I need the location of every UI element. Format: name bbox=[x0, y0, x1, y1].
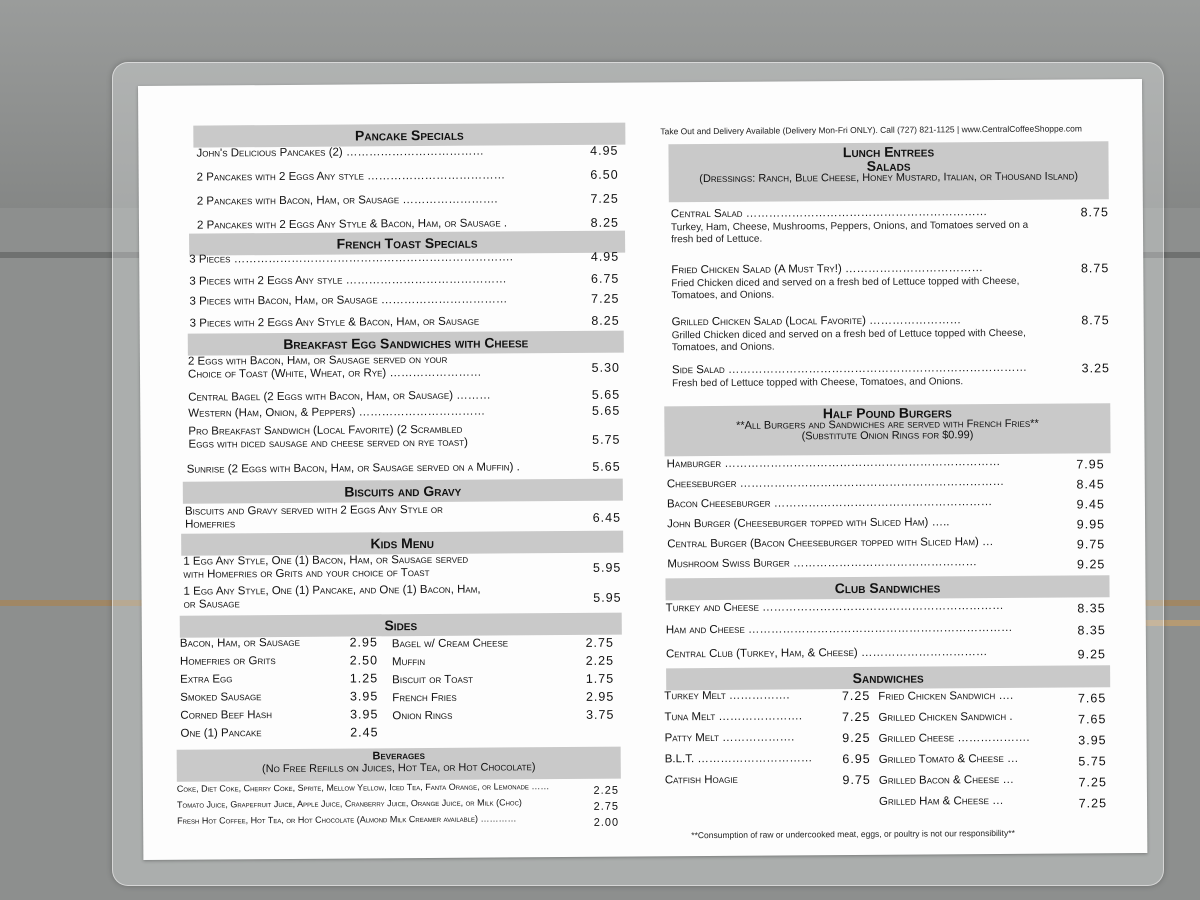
menu-item-name: 2 Eggs with Bacon, Ham, or Sausage served on your bbox=[187, 353, 448, 368]
sandwich-name: Turkey Melt ……………. bbox=[664, 689, 790, 703]
beverage-item-name: Fresh Hot Coffee, Hot Tea, or Hot Chocolate (Almond Milk Creamer available) ………… bbox=[177, 813, 517, 826]
sandwich-name: Grilled Bacon & Cheese … bbox=[878, 773, 1015, 787]
sandwich-name: Grilled Chicken Sandwich . bbox=[878, 710, 1013, 724]
sandwich-price: 3.95 bbox=[1078, 733, 1107, 748]
side-item-price: 1.75 bbox=[585, 671, 615, 686]
salad-desc: Grilled Chicken diced and served on a fresh bed of Lettuce topped with Cheese, Tomatoes, and Onions. bbox=[671, 327, 1026, 354]
top-note: Take Out and Delivery Available (Delivery Mon-Fri ONLY). Call (727) 821-1125 | www.CentralCoffeeShoppe.com bbox=[660, 123, 1082, 137]
side-item-name: Homefries or Grits bbox=[179, 655, 276, 668]
burger-name: Bacon Cheeseburger ………………………………………………… bbox=[666, 496, 993, 511]
salad-price: 8.75 bbox=[1080, 205, 1109, 220]
burger-name: Mushroom Swiss Burger ………………………………………… bbox=[667, 556, 978, 571]
menu-item-name: 3 Pieces with 2 Eggs Any style …………………………………… bbox=[189, 273, 507, 288]
burger-price: 9.95 bbox=[1076, 517, 1106, 532]
sandwich-price: 7.25 bbox=[841, 688, 871, 704]
menu-item-name-line2: with Homefries or Grits and your choice of Toast bbox=[183, 566, 430, 581]
menu-item-price: 5.95 bbox=[593, 590, 622, 605]
beverages-title: Beverages bbox=[372, 750, 425, 763]
side-item-price: 3.95 bbox=[350, 707, 379, 722]
section-sides bbox=[180, 613, 622, 638]
salad-price: 3.25 bbox=[1081, 361, 1111, 376]
side-item-name: Smoked Sausage bbox=[180, 691, 262, 704]
menu-item-name: John's Delicious Pancakes (2) ……………………………… bbox=[196, 145, 484, 160]
salad-name: Central Salad ……………………………………………………… bbox=[670, 206, 988, 221]
menu-item-price: 8.25 bbox=[590, 215, 620, 230]
burger-price: 8.45 bbox=[1076, 477, 1105, 492]
sandwich-price: 5.75 bbox=[1078, 754, 1107, 769]
side-item-price: 3.95 bbox=[349, 689, 379, 704]
beverages-subtitle: (No Free Refills on Juices, Hot Tea, or Hot Chocolate) bbox=[261, 761, 536, 776]
section-beverages bbox=[177, 747, 621, 782]
section-club-sandwiches bbox=[665, 575, 1109, 600]
salad-price: 8.75 bbox=[1080, 261, 1110, 276]
menu-item-name: 3 Pieces ………………………………………………………………. bbox=[189, 251, 513, 266]
menu-item-price: 4.95 bbox=[590, 249, 620, 264]
sandwich-name: Fried Chicken Sandwich …. bbox=[878, 689, 1014, 703]
menu-item-price: 5.95 bbox=[592, 560, 622, 575]
menu-item-price: 5.65 bbox=[592, 459, 621, 474]
salad-desc: Turkey, Ham, Cheese, Mushrooms, Peppers, Onions, and Tomatoes served on a fresh bed of Lettuce. bbox=[670, 219, 1029, 246]
menu-item-name: 3 Pieces with 2 Eggs Any Style & Bacon, Ham, or Sausage bbox=[189, 315, 480, 330]
burgers-title: Half Pound Burgers bbox=[822, 404, 952, 422]
section-club-sandwiches-title: Club Sandwiches bbox=[834, 579, 941, 597]
side-item-price: 3.75 bbox=[586, 707, 615, 722]
side-item-price: 2.25 bbox=[585, 653, 615, 668]
section-kids-menu bbox=[181, 531, 623, 556]
burger-price: 7.95 bbox=[1076, 457, 1105, 472]
menu-item-price: 5.65 bbox=[591, 387, 621, 402]
menu-item-name: Central Bagel (2 Eggs with Bacon, Ham, or Sausage) ……… bbox=[188, 389, 491, 404]
sandwich-price: 7.25 bbox=[1078, 775, 1107, 790]
menu-item-name-line2: Eggs with diced sausage and cheese served on rye toast) bbox=[188, 436, 468, 451]
sandwich-price: 9.25 bbox=[842, 730, 871, 746]
sandwich-price: 6.95 bbox=[842, 751, 871, 767]
club-name: Ham and Cheese …………………………………………………………… bbox=[665, 621, 1013, 637]
beverage-item-price: 2.25 bbox=[593, 784, 619, 797]
menu-item-name: 3 Pieces with Bacon, Ham, or Sausage …………………………… bbox=[189, 293, 508, 308]
section-lunch-entrees bbox=[668, 141, 1108, 202]
burger-name: Hamburger ……………………………………………………………… bbox=[666, 455, 1001, 471]
section-half-pound-burgers bbox=[664, 403, 1110, 456]
burger-price: 9.75 bbox=[1076, 537, 1106, 552]
sandwich-price: 7.25 bbox=[842, 709, 871, 725]
menu-item-name-line2: or Sausage bbox=[183, 598, 240, 611]
menu-item-name-line2: Choice of Toast (White, Wheat, or Rye) …………………… bbox=[187, 366, 482, 381]
section-french-toast-title: French Toast Specials bbox=[336, 234, 478, 252]
salads-title: Salads bbox=[866, 157, 911, 174]
menu-item-name: 2 Pancakes with 2 Eggs Any Style & Bacon, Ham, or Sausage . bbox=[196, 217, 508, 232]
section-biscuits-gravy-title: Biscuits and Gravy bbox=[344, 482, 462, 500]
side-item-name: Corned Beef Hash bbox=[180, 709, 273, 722]
beverage-item-name: Coke, Diet Coke, Cherry Coke, Sprite, Mellow Yellow, Iced Tea, Fanta Orange, or Lemonade …… bbox=[176, 781, 550, 794]
burger-name: Central Burger (Bacon Cheeseburger topped with Sliced Ham) … bbox=[667, 536, 994, 551]
sandwich-price: 7.65 bbox=[1078, 712, 1107, 727]
menu-item-price: 8.25 bbox=[591, 313, 620, 328]
right-column bbox=[658, 79, 1147, 856]
club-name: Central Club (Turkey, Ham, & Cheese) …………………………… bbox=[665, 646, 988, 661]
side-item-price: 1.25 bbox=[349, 671, 379, 686]
side-item-name: Onion Rings bbox=[392, 709, 453, 723]
burger-price: 9.45 bbox=[1076, 497, 1105, 512]
menu-item-price: 7.25 bbox=[590, 191, 619, 206]
side-item-name: French Fries bbox=[392, 691, 457, 705]
section-sandwiches bbox=[666, 665, 1110, 690]
menu-item-price: 6.75 bbox=[590, 271, 620, 286]
beverage-item-name: Tomato Juice, Grapefruit Juice, Apple Juice, Cranberry Juice, Orange Juice, or Milk (Choc) bbox=[176, 797, 522, 810]
section-breakfast-sandwiches-title: Breakfast Egg Sandwiches with Cheese bbox=[283, 334, 529, 352]
salad-desc: Fresh bed of Lettuce topped with Cheese, Tomatoes, and Onions. bbox=[672, 376, 964, 390]
sandwich-name: Grilled Ham & Cheese … bbox=[878, 794, 1004, 808]
section-pancake-specials-title: Pancake Specials bbox=[354, 126, 464, 144]
menu-item-name: Biscuits and Gravy served with 2 Eggs Any Style or bbox=[184, 503, 443, 518]
club-name: Turkey and Cheese ……………………………………………………… bbox=[665, 599, 1004, 615]
club-price: 9.25 bbox=[1077, 647, 1107, 662]
menu-item-name: 2 Pancakes with 2 Eggs Any style ……………………………… bbox=[196, 169, 506, 184]
sandwich-name: Grilled Tomato & Cheese … bbox=[878, 752, 1019, 766]
menu-item-name-line2: Homefries bbox=[185, 518, 236, 531]
section-sandwiches-title: Sandwiches bbox=[852, 669, 924, 687]
menu-item-price: 7.25 bbox=[591, 291, 620, 306]
lunch-title: Lunch Entrees bbox=[842, 143, 935, 161]
burgers-subtitle: **All Burgers and Sandwiches are served with French Fries** bbox=[736, 417, 1039, 432]
side-item-name: Bacon, Ham, or Sausage bbox=[179, 636, 301, 650]
section-biscuits-gravy bbox=[183, 479, 623, 504]
salad-name: Side Salad …………………………………………………………………… bbox=[671, 361, 1027, 377]
menu-item-name: 2 Pancakes with Bacon, Ham, or Sausage ……………………. bbox=[196, 193, 498, 208]
burger-name: John Burger (Cheeseburger topped with Sliced Ham) ….. bbox=[667, 516, 950, 531]
menu-item-price: 5.75 bbox=[592, 432, 621, 447]
salad-price: 8.75 bbox=[1081, 313, 1110, 328]
menu-item-price: 5.30 bbox=[591, 360, 621, 375]
menu-item-name: Sunrise (2 Eggs with Bacon, Ham, or Sausage served on a Muffin) . bbox=[186, 461, 520, 476]
menu-item-price: 4.95 bbox=[590, 143, 619, 158]
menu-item-name: Western (Ham, Onion, & Peppers) …………………………… bbox=[188, 405, 486, 420]
menu-item-price: 6.50 bbox=[590, 167, 619, 182]
menu-item-price: 5.65 bbox=[591, 403, 621, 418]
left-column bbox=[138, 83, 633, 860]
side-item-price: 2.75 bbox=[585, 635, 614, 650]
menu-item-name: 1 Egg Any Style, One (1) Pancake, and One (1) Bacon, Ham, bbox=[183, 583, 481, 598]
section-kids-menu-title: Kids Menu bbox=[370, 534, 434, 552]
beverage-item-price: 2.75 bbox=[593, 800, 620, 813]
menu-item-name: 1 Egg Any Style, One (1) Bacon, Ham, or Sausage served bbox=[183, 553, 469, 568]
lunch-subtitle: (Dressings: Ranch, Blue Cheese, Honey Mustard, Italian, or Thousand Island) bbox=[699, 170, 1079, 186]
side-item-name: One (1) Pancake bbox=[180, 727, 262, 740]
side-item-price: 2.45 bbox=[350, 725, 379, 740]
sandwich-price: 7.25 bbox=[1078, 796, 1108, 811]
footnote: **Consumption of raw or undercooked meat, eggs, or poultry is not our responsibility** bbox=[691, 827, 1015, 841]
sandwich-name: Catfish Hoagie bbox=[664, 773, 738, 787]
section-sides-title: Sides bbox=[384, 617, 418, 634]
sandwich-name: Tuna Melt …………………. bbox=[664, 710, 803, 724]
burger-name: Cheeseburger …………………………………………………………… bbox=[666, 475, 1005, 491]
salad-desc: Fried Chicken diced and served on a fresh bed of Lettuce topped with Cheese, Tomatoes, and Onions. bbox=[671, 275, 1020, 302]
side-item-name: Extra Egg bbox=[180, 673, 233, 686]
side-item-name: Biscuit or Toast bbox=[392, 673, 474, 687]
section-breakfast-sandwiches bbox=[188, 331, 624, 356]
salad-name: Grilled Chicken Salad (Local Favorite) …………………… bbox=[671, 314, 962, 329]
burgers-subtitle2: (Substitute Onion Rings for $0.99) bbox=[801, 429, 974, 443]
burger-price: 9.25 bbox=[1076, 557, 1106, 572]
sandwich-price: 7.65 bbox=[1077, 691, 1107, 706]
side-item-name: Bagel w/ Cream Cheese bbox=[391, 637, 509, 651]
salad-name: Fried Chicken Salad (A Must Try!) ……………………………… bbox=[671, 262, 984, 277]
club-price: 8.35 bbox=[1077, 623, 1106, 638]
sandwich-price: 9.75 bbox=[842, 772, 871, 788]
side-item-name: Muffin bbox=[391, 656, 426, 669]
menu-item-price: 6.45 bbox=[592, 510, 622, 525]
sandwich-name: Patty Melt ………………. bbox=[664, 731, 795, 745]
sandwich-name: Grilled Cheese ………………. bbox=[878, 731, 1030, 745]
side-item-price: 2.95 bbox=[585, 689, 615, 704]
side-item-price: 2.50 bbox=[349, 653, 379, 668]
menu-item-name: Pro Breakfast Sandwich (Local Favorite) (2 Scrambled bbox=[188, 423, 463, 438]
section-pancake-specials bbox=[193, 123, 625, 148]
club-price: 8.35 bbox=[1077, 601, 1106, 616]
side-item-price: 2.95 bbox=[349, 635, 378, 650]
beverage-item-price: 2.00 bbox=[593, 816, 620, 829]
sandwich-name: B.L.T. ………………………… bbox=[664, 752, 813, 766]
menu-paper bbox=[138, 79, 1147, 860]
